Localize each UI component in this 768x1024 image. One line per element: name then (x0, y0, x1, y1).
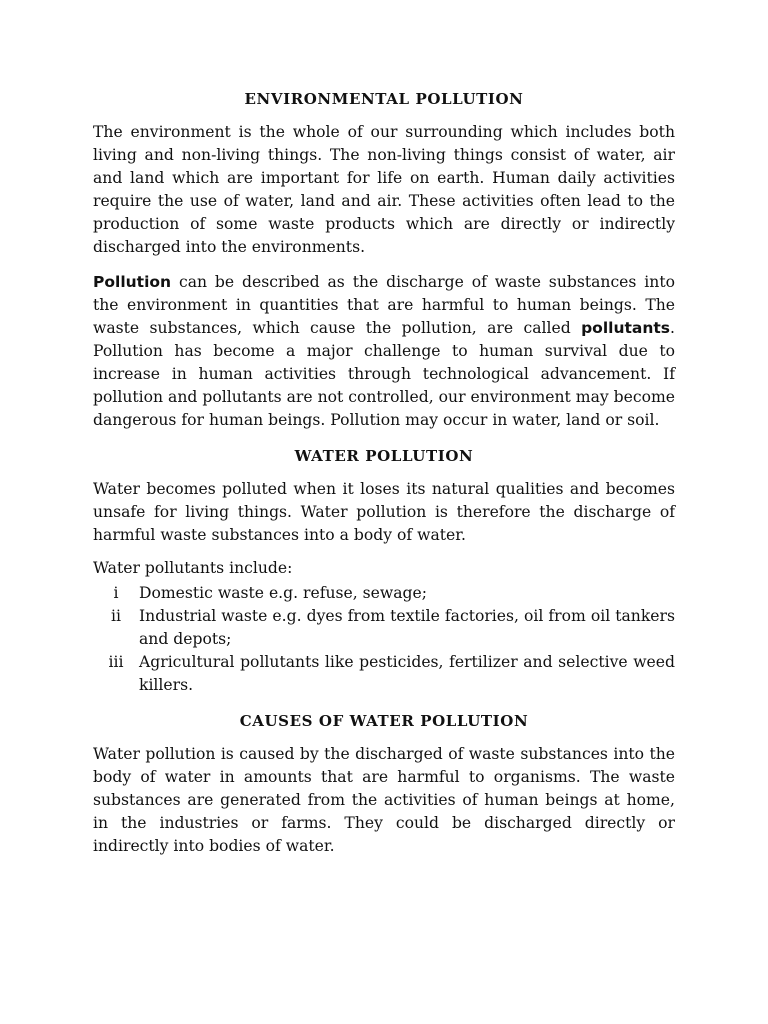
document-page (93, 88, 675, 858)
water-pollutants-list (93, 582, 675, 697)
pollution-term: Pollution (93, 273, 172, 291)
list-item-text: Industrial waste e.g. dyes from textile factories, oil from oil tankers and depots; (139, 607, 675, 648)
list-item-text: Domestic waste e.g. refuse, sewage; (139, 584, 428, 602)
pollution-text-part2: . Pollution has become a major challenge to human survival due to increase in human activities through technological advancement. If pollution and pollutants are not controlled, our environment may become dangerous for human beings. Pollution may occur in water, land or soil. (93, 319, 675, 429)
list-item-number: i (113, 584, 119, 602)
list-item (93, 582, 675, 605)
list-item (93, 651, 675, 697)
water-pollution-heading: WATER POLLUTION (294, 447, 474, 465)
list-item (93, 605, 675, 651)
pollutants-term: pollutants (581, 319, 671, 337)
intro-paragraph: The environment is the whole of our surrounding which includes both living and non-living things. The non-living things consist of water, air and land which are important for life on earth. Human daily activities require the use of water, land and air. These activities often lead to the production of some waste products which are directly or indirectly discharged into the environments. (93, 123, 675, 256)
list-item-number: iii (108, 653, 124, 671)
list-item-number: ii (111, 607, 121, 625)
causes-heading: CAUSES OF WATER POLLUTION (239, 712, 529, 730)
list-item-text: Agricultural pollutants like pesticides, fertilizer and selective weed killers. (139, 653, 675, 694)
pollution-paragraph (93, 271, 675, 432)
water-pollution-paragraph: Water becomes polluted when it loses its natural qualities and becomes unsafe for living things. Water pollution is therefore the discharge of harmful waste substances into a body of water. (93, 480, 675, 544)
water-pollutants-intro: Water pollutants include: (93, 559, 293, 577)
document-title: ENVIRONMENTAL POLLUTION (244, 90, 524, 108)
pollution-text-part1: can be described as the discharge of waste substances into the environment in quantities that are harmful to human beings. The waste substances, which cause the pollution, are called (93, 273, 675, 337)
causes-paragraph: Water pollution is caused by the discharged of waste substances into the body of water in amounts that are harmful to organisms. The waste substances are generated from the activities of human beings at home, in the industries or farms. They could be discharged directly or indirectly into bodies of water. (93, 745, 675, 855)
